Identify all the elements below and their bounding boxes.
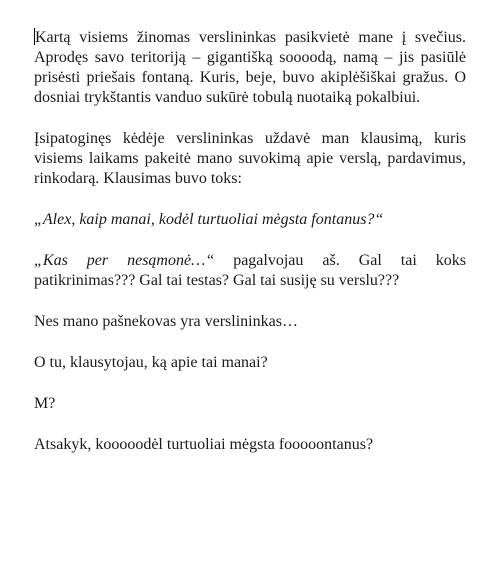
paragraph-question-setup: Įsipatoginęs kėdėje verslininkas uždavė man klausimą, kuris visiems laikams pakeitė mano suvokimą apie verslą, pardavimus, rinkodarą. Klausimas buvo toks: xyxy=(34,130,466,187)
paragraph-intro xyxy=(34,28,466,108)
paragraph-host: Nes mano pašnekovas yra verslininkas… xyxy=(34,313,298,330)
paragraph-final-question: Atsakyk, kooooodėl turtuoliai mėgsta fooooontanus? xyxy=(34,436,374,453)
paragraph-m: M? xyxy=(34,395,56,412)
paragraph-listener: O tu, klausytojau, ką apie tai manai? xyxy=(34,354,268,371)
paragraph-reaction xyxy=(34,251,466,291)
reaction-quote: „Kas per nesąmonė…“ xyxy=(34,252,215,269)
paragraph-quoted-question: „Alex, kaip manai, kodėl turtuoliai mėgsta fontanus?“ xyxy=(34,211,384,228)
paragraph-intro-text: Kartą visiems žinomas verslininkas pasikvietė mane į svečius. Aprodęs savo teritoriją – gigantišką soooodą, namą – jis pasiūlė prisėsti priešais fontaną. Kuris, beje, buvo akiplėšiškai gražus. O dosniai trykštantis vanduo sukūrė tobulą nuotaiką pokalbiui. xyxy=(34,29,466,106)
document-body[interactable] xyxy=(34,28,466,476)
reaction-text: pagalvojau aš. Gal tai koks patikrinimas??? Gal tai testas? Gal tai susiję su verslu??? xyxy=(34,252,467,289)
